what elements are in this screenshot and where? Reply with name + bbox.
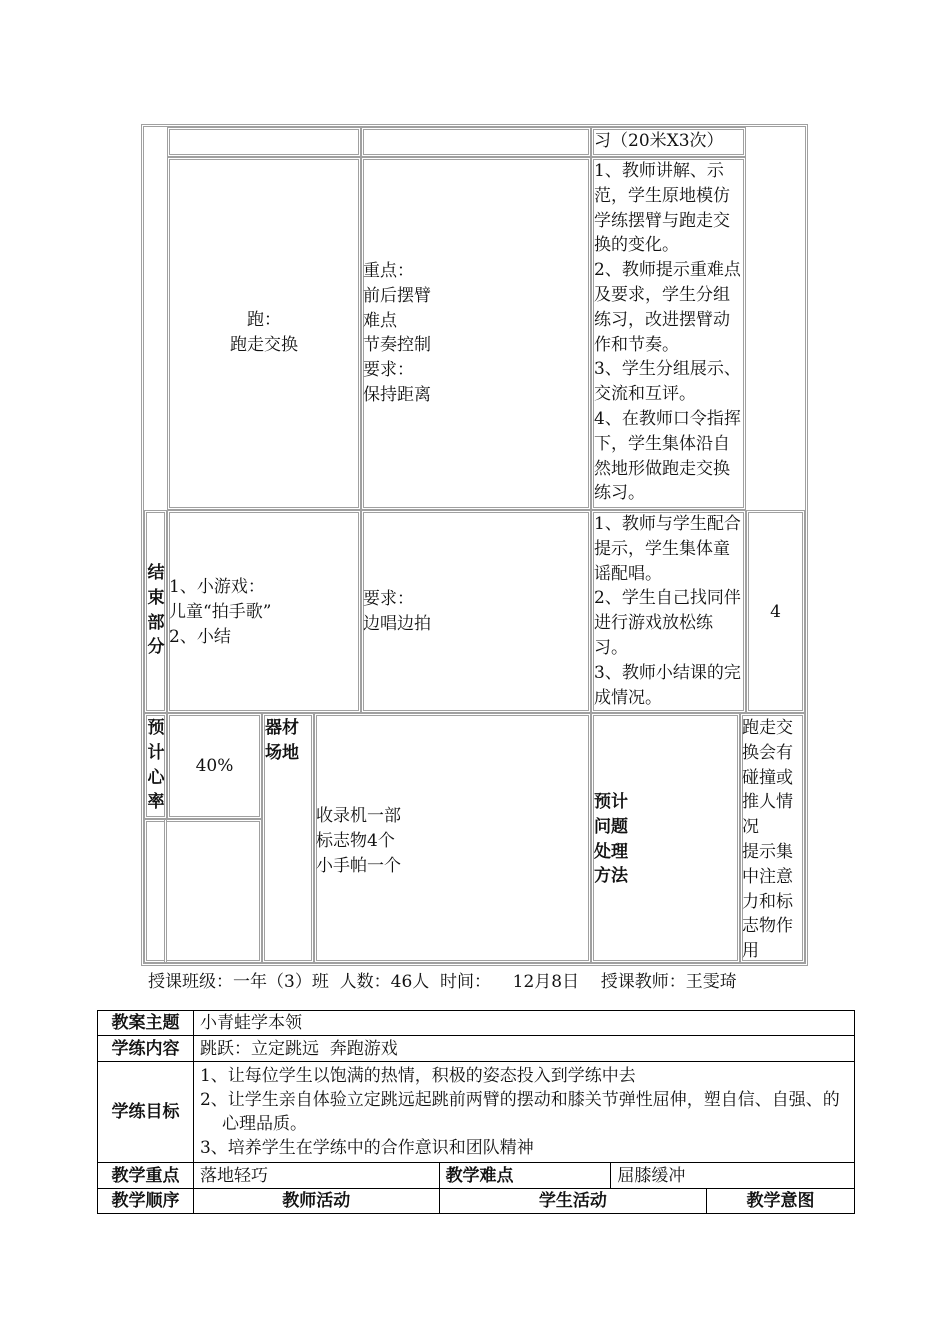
run-content-text: 跑： 跑走交换	[230, 310, 298, 355]
goal-item: 2、让学生亲自体验立定跳远起跳前两臂的摆动和膝关节弹性屈伸，塑自信、自强、的心理品质。	[199, 1090, 840, 1134]
run-requirements-text: 重点： 前后摆臂 难点 节奏控制 要求： 保持距离	[363, 261, 431, 405]
goal-list	[193, 1062, 854, 1163]
theme-value: 小青蛙学本领	[193, 1011, 854, 1036]
content-row	[98, 1036, 855, 1062]
content-label: 学练内容	[98, 1036, 194, 1062]
equipment-label: 器材 场地	[265, 718, 299, 763]
key-value: 落地轻巧	[193, 1163, 439, 1189]
lesson-header-table	[97, 1010, 855, 1214]
difficulty-label: 教学难点	[439, 1163, 611, 1189]
goal-row	[98, 1062, 855, 1163]
equipment-items-text: 收录机一部 标志物4个 小手帕一个	[316, 806, 401, 876]
end-methods-text: 1、教师与学生配合提示，学生集体童谣配唱。 2、学生自己找同伴进行游戏放松练习。 3、教师小结课的完成情况。	[594, 514, 741, 708]
cell-r1-requirements	[361, 127, 591, 157]
heart-rate-label: 预 计 心 率	[147, 718, 165, 813]
run-methods-text: 1、教师讲解、示范，学生原地模仿学练摆臂与跑走交换的变化。 2、教师提示重难点及要求，学生分组练习，改进摆臂动作和节奏。 3、学生分组展示、交流和互评。 4、在教师口令指挥下，学生集体沿自然地形做跑走交换练习。	[594, 161, 741, 504]
end-requirements-text: 要求： 边唱边拍	[363, 589, 431, 634]
teaching-intent-label: 教学意图	[707, 1189, 855, 1214]
end-content-text: 1、小游戏： 儿童“拍手歌” 2、小结	[169, 577, 272, 647]
teacher-activity-label: 教师活动	[193, 1189, 439, 1214]
theme-row	[98, 1011, 855, 1036]
cell-empty-under-rate	[164, 819, 262, 963]
goal-label: 学练目标	[98, 1062, 194, 1163]
problem-label: 预计 问题 处理 方法	[594, 792, 628, 887]
class-info-line: 授课班级：一年（3）班 人数：46人 时间： 12月8日 授课教师：王雯琦	[148, 972, 737, 992]
goal-item: 1、让每位学生以饱满的热情，积极的姿态投入到学练中去	[199, 1066, 636, 1086]
goal-item: 3、培养学生在学练中的合作意识和团队精神	[199, 1138, 534, 1158]
theme-label: 教案主题	[98, 1011, 194, 1036]
top-row-method-text: 习（20米X3次）	[594, 131, 724, 151]
heart-rate-value: 40%	[195, 756, 234, 776]
problem-text: 跑走交换会有碰撞或推人情况 提示集中注意力和标志物作用	[742, 718, 793, 962]
order-row	[98, 1189, 855, 1214]
key-row	[98, 1163, 855, 1189]
end-time-text: 4	[770, 602, 781, 622]
cell-r1-content	[167, 127, 361, 157]
end-part-label: 结 束 部 分	[147, 563, 165, 658]
key-label: 教学重点	[98, 1163, 194, 1189]
content-value: 跳跃：立定跳远 奔跑游戏	[193, 1036, 854, 1062]
order-label: 教学顺序	[98, 1189, 194, 1214]
difficulty-value: 屈膝缓冲	[611, 1163, 855, 1189]
student-activity-label: 学生活动	[439, 1189, 707, 1214]
